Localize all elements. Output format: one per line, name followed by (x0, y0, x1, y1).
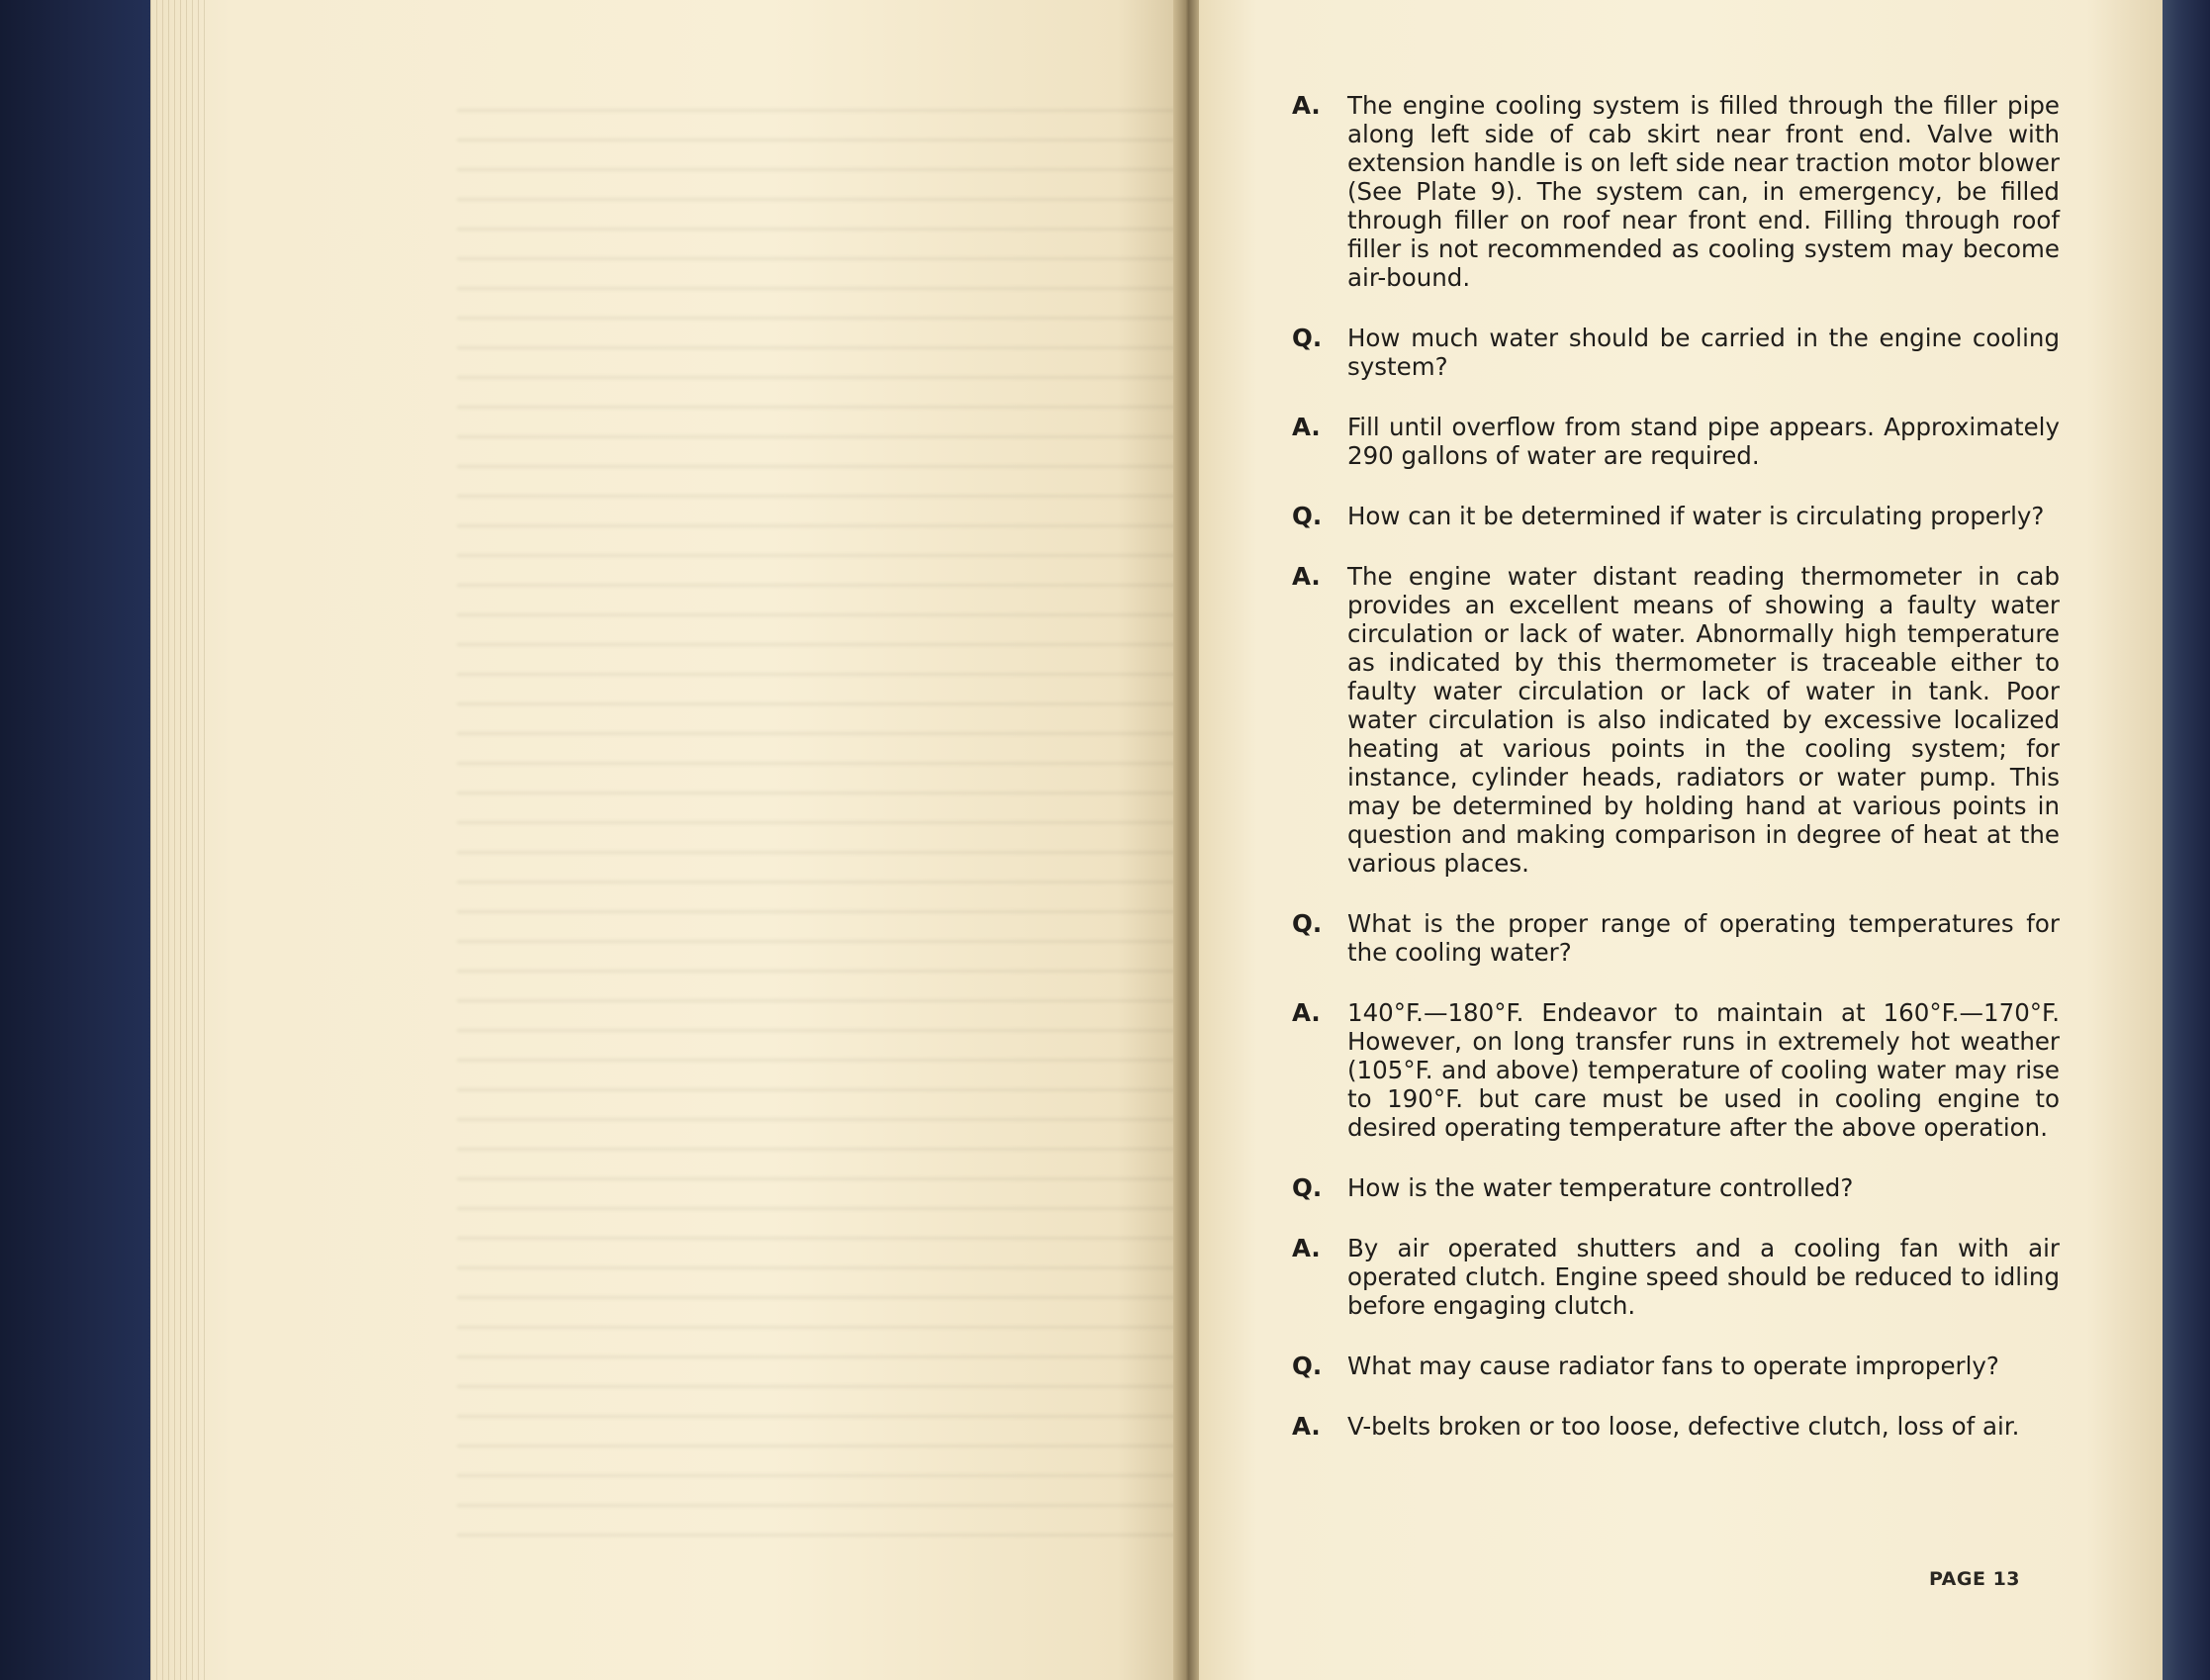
qa-text: How much water should be carried in the engine cooling system? (1347, 324, 2060, 381)
qa-item-2 (1292, 324, 2060, 381)
qa-item-5 (1292, 562, 2060, 878)
book-binding (0, 0, 153, 1680)
qa-item-1 (1292, 91, 2060, 292)
qa-list (1292, 91, 2060, 1472)
qa-text: What may cause radiator fans to operate improperly? (1347, 1352, 1999, 1380)
qa-text: Fill until overflow from stand pipe appears. Approximately 290 gallons of water are required. (1347, 413, 2060, 470)
qa-item-8 (1292, 1173, 2060, 1202)
qa-label: Q. (1292, 1173, 1323, 1202)
qa-label: Q. (1292, 1352, 1323, 1380)
qa-item-10 (1292, 1352, 2060, 1380)
qa-text: The engine cooling system is filled through the filler pipe along left side of cab skirt near front end. Valve with extension handle is on left side near traction motor blower (See Plate 9). The system can, in emergency, be filled through filler on roof near front end. Filling through roof filler is not recommended as cooling system may become air-bound. (1347, 91, 2060, 292)
qa-item-3 (1292, 413, 2060, 470)
qa-item-4 (1292, 502, 2060, 530)
qa-label: A. (1292, 413, 1321, 441)
qa-item-11 (1292, 1412, 2060, 1441)
qa-text: The engine water distant reading thermometer in cab provides an excellent means of showing a faulty water circulation or lack of water. Abnormally high temperature as indicated by this thermometer is traceable either to faulty water circulation or lack of water in tank. Poor water circulation is also indicated by excessive localized heating at various points in the cooling system; for instance, cylinder heads, radiators or water pump. This may be determined by holding hand at various points in question and making comparison in degree of heat at the various places. (1347, 562, 2060, 878)
qa-item-9 (1292, 1234, 2060, 1320)
qa-label: Q. (1292, 909, 1323, 938)
page-edge-stack (150, 0, 210, 1680)
qa-text: 140°F.—180°F. Endeavor to maintain at 160°F.—170°F. However, on long transfer runs in extremely hot weather (105°F. and above) temperature of cooling water may rise to 190°F. but care must be used in cooling engine to desired operating temperature after the above operation. (1347, 998, 2060, 1142)
qa-label: A. (1292, 1412, 1321, 1441)
qa-label: A. (1292, 998, 1321, 1027)
qa-text: What is the proper range of operating temperatures for the cooling water? (1347, 909, 2060, 967)
book-gutter (1173, 0, 1201, 1680)
page-number: PAGE 13 (1929, 1568, 2021, 1590)
qa-label: Q. (1292, 324, 1323, 352)
qa-label: Q. (1292, 502, 1323, 530)
qa-label: A. (1292, 91, 1321, 120)
qa-text: How can it be determined if water is circulating properly? (1347, 502, 2045, 530)
qa-text: How is the water temperature controlled? (1347, 1173, 1854, 1202)
qa-label: A. (1292, 562, 1321, 591)
qa-item-7 (1292, 998, 2060, 1142)
qa-label: A. (1292, 1234, 1321, 1262)
qa-text: V-belts broken or too loose, defective clutch, loss of air. (1347, 1412, 2020, 1441)
left-page (150, 0, 1179, 1680)
qa-text: By air operated shutters and a cooling fan with air operated clutch. Engine speed should be reduced to idling before engaging clutch. (1347, 1234, 2060, 1320)
bleed-through-text (457, 89, 1209, 1553)
book-cover-edge (2163, 0, 2210, 1680)
qa-item-6 (1292, 909, 2060, 967)
